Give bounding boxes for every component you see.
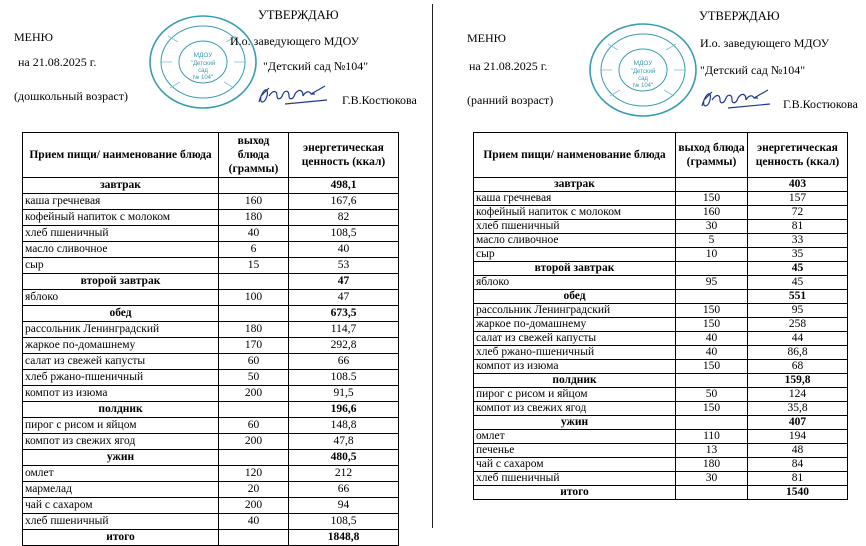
dish-weight: 150	[676, 192, 748, 206]
svg-text:сад: сад	[638, 76, 648, 82]
dish-row	[474, 276, 848, 290]
dish-energy: 81	[748, 472, 848, 486]
dish-weight: 40	[219, 514, 289, 530]
dish-row	[474, 192, 848, 206]
meal-section-row	[474, 416, 848, 430]
dish-energy: 108.5	[289, 370, 399, 386]
dish-row	[474, 388, 848, 402]
stamp-seal-icon	[148, 14, 258, 110]
dish-weight	[219, 274, 289, 290]
dish-energy: 94	[289, 498, 399, 514]
dish-row	[474, 318, 848, 332]
dish-weight	[219, 178, 289, 194]
dish-name: печенье	[474, 444, 676, 458]
dish-name: масло сливочное	[474, 234, 676, 248]
dish-row	[23, 418, 399, 434]
dish-energy: 148,8	[289, 418, 399, 434]
dish-energy: 82	[289, 210, 399, 226]
dish-row	[23, 466, 399, 482]
menu-page-preschool	[0, 0, 433, 543]
dish-energy: 53	[289, 258, 399, 274]
position-label: И.о. заведующего МДОУ	[230, 34, 360, 48]
dish-energy: 33	[748, 234, 848, 248]
dish-row	[23, 354, 399, 370]
dish-row	[474, 248, 848, 262]
dish-weight: 150	[676, 402, 748, 416]
header-meal: Прием пищи/ наименование блюда	[23, 133, 219, 178]
menu-date: на 21.08.2025 г.	[469, 59, 548, 73]
dish-weight: 50	[676, 388, 748, 402]
dish-name: компот из свежих ягод	[23, 434, 219, 450]
dish-weight	[219, 306, 289, 322]
dish-name: завтрак	[474, 178, 676, 192]
dish-weight: 180	[219, 322, 289, 338]
svg-text:№ 104": № 104"	[192, 75, 214, 81]
dish-row	[23, 386, 399, 402]
dish-row	[23, 226, 399, 242]
dish-weight	[676, 262, 748, 276]
dish-weight: 13	[676, 444, 748, 458]
dish-name: жаркое по-домашнему	[23, 338, 219, 354]
total-row	[474, 486, 848, 500]
dish-name: хлеб пшеничный	[474, 472, 676, 486]
age-group: (дошкольный возраст)	[14, 89, 128, 103]
dish-energy: 35	[748, 248, 848, 262]
dish-energy: 45	[748, 276, 848, 290]
dish-name: каша гречневая	[23, 194, 219, 210]
meal-section-row	[474, 262, 848, 276]
dish-name: салат из свежей капусты	[23, 354, 219, 370]
dish-weight: 200	[219, 498, 289, 514]
dish-weight	[676, 290, 748, 304]
dish-row	[474, 360, 848, 374]
signer-name: Г.В.Костюкова	[783, 97, 858, 111]
dish-energy: 167,6	[289, 194, 399, 210]
dish-name: рассольник Ленинградский	[474, 304, 676, 318]
dish-name: пирог с рисом и яйцом	[474, 388, 676, 402]
dish-row	[23, 434, 399, 450]
dish-energy: 81	[748, 220, 848, 234]
dish-name: мармелад	[23, 482, 219, 498]
dish-weight: 110	[676, 430, 748, 444]
dish-weight: 6	[219, 242, 289, 258]
dish-name: второй завтрак	[474, 262, 676, 276]
signature-icon	[255, 82, 335, 108]
dish-row	[23, 370, 399, 386]
meal-section-row	[474, 290, 848, 304]
menu-table	[22, 132, 399, 546]
dish-energy: 108,5	[289, 514, 399, 530]
dish-row	[474, 332, 848, 346]
dish-energy: 258	[748, 318, 848, 332]
dish-name: масло сливочное	[23, 242, 219, 258]
dish-row	[23, 290, 399, 306]
dish-energy: 403	[748, 178, 848, 192]
dish-energy: 45	[748, 262, 848, 276]
dish-energy: 47,8	[289, 434, 399, 450]
dish-name: чай с сахаром	[474, 458, 676, 472]
dish-weight: 160	[676, 206, 748, 220]
dish-energy: 66	[289, 482, 399, 498]
dish-energy: 159,8	[748, 374, 848, 388]
dish-row	[23, 322, 399, 338]
dish-weight	[219, 450, 289, 466]
dish-energy: 44	[748, 332, 848, 346]
approve-label: УТВЕРЖДАЮ	[258, 8, 339, 22]
dish-weight: 40	[676, 346, 748, 360]
dish-weight: 160	[219, 194, 289, 210]
svg-text:"Детский: "Детский	[630, 69, 656, 75]
dish-weight: 50	[219, 370, 289, 386]
dish-row	[23, 498, 399, 514]
dish-row	[23, 514, 399, 530]
dish-weight: 60	[219, 418, 289, 434]
dish-weight: 170	[219, 338, 289, 354]
dish-weight	[676, 416, 748, 430]
dish-energy: 292,8	[289, 338, 399, 354]
signer-name: Г.В.Костюкова	[342, 93, 417, 107]
dish-name: кофейный напиток с молоком	[474, 206, 676, 220]
total-row	[23, 530, 399, 546]
dish-weight	[676, 178, 748, 192]
menu-label: МЕНЮ	[14, 30, 53, 44]
dish-energy: 498,1	[289, 178, 399, 194]
header-weight: выход блюда (граммы)	[676, 133, 748, 178]
dish-energy: 407	[748, 416, 848, 430]
dish-name: омлет	[474, 430, 676, 444]
menu-label: МЕНЮ	[467, 31, 506, 45]
meal-section-row	[23, 402, 399, 418]
dish-weight	[219, 402, 289, 418]
dish-weight: 60	[219, 354, 289, 370]
dish-energy: 86,8	[748, 346, 848, 360]
dish-name: хлеб ржано-пшеничный	[474, 346, 676, 360]
dish-row	[23, 194, 399, 210]
meal-section-row	[23, 178, 399, 194]
dish-weight: 10	[676, 248, 748, 262]
dish-energy: 40	[289, 242, 399, 258]
dish-energy: 84	[748, 458, 848, 472]
dish-row	[23, 338, 399, 354]
svg-text:№ 104": № 104"	[632, 83, 654, 89]
svg-text:МДОУ: МДОУ	[633, 60, 653, 67]
dish-weight: 180	[676, 458, 748, 472]
dish-energy: 35,8	[748, 402, 848, 416]
age-group: (ранний возраст)	[467, 93, 554, 107]
dish-energy: 72	[748, 206, 848, 220]
dish-name: хлеб пшеничный	[23, 226, 219, 242]
dish-name: омлет	[23, 466, 219, 482]
dish-name: обед	[474, 290, 676, 304]
dish-weight: 120	[219, 466, 289, 482]
dish-row	[474, 346, 848, 360]
signature-icon	[698, 86, 778, 112]
dish-name: чай с сахаром	[23, 498, 219, 514]
dish-weight: 40	[219, 226, 289, 242]
dish-weight: 150	[676, 304, 748, 318]
stamp-seal-icon	[588, 22, 698, 118]
dish-energy: 551	[748, 290, 848, 304]
dish-name: сыр	[474, 248, 676, 262]
dish-energy: 47	[289, 274, 399, 290]
dish-weight: 200	[219, 386, 289, 402]
meal-section-row	[23, 274, 399, 290]
institution-label: "Детский сад №104"	[700, 63, 806, 77]
dish-name: итого	[474, 486, 676, 500]
dish-energy: 47	[289, 290, 399, 306]
dish-name: ужин	[474, 416, 676, 430]
dish-weight: 150	[676, 318, 748, 332]
dish-row	[474, 304, 848, 318]
dish-weight: 95	[676, 276, 748, 290]
table-header-row	[474, 133, 848, 178]
dish-energy: 196,6	[289, 402, 399, 418]
meal-section-row	[23, 450, 399, 466]
dish-weight: 180	[219, 210, 289, 226]
dish-energy: 114,7	[289, 322, 399, 338]
dish-row	[23, 242, 399, 258]
dish-energy: 194	[748, 430, 848, 444]
dish-weight	[676, 486, 748, 500]
dish-weight: 200	[219, 434, 289, 450]
dish-name: ужин	[23, 450, 219, 466]
header-weight: выход блюда (граммы)	[219, 133, 289, 178]
meal-section-row	[23, 306, 399, 322]
dish-row	[474, 234, 848, 248]
dish-name: обед	[23, 306, 219, 322]
dish-row	[23, 482, 399, 498]
dish-name: хлеб пшеничный	[23, 514, 219, 530]
menu-table	[473, 132, 848, 500]
dish-energy: 673,5	[289, 306, 399, 322]
dish-row	[474, 402, 848, 416]
dish-name: салат из свежей капусты	[474, 332, 676, 346]
dish-energy: 48	[748, 444, 848, 458]
dish-name: рассольник Ленинградский	[23, 322, 219, 338]
dish-energy: 124	[748, 388, 848, 402]
dish-weight	[219, 530, 289, 546]
dish-weight	[676, 374, 748, 388]
dish-weight: 40	[676, 332, 748, 346]
dish-name: каша гречневая	[474, 192, 676, 206]
svg-text:МДОУ: МДОУ	[193, 52, 213, 59]
dish-weight: 100	[219, 290, 289, 306]
dish-weight: 5	[676, 234, 748, 248]
meal-section-row	[474, 178, 848, 192]
dish-row	[474, 206, 848, 220]
dish-name: компот из изюма	[23, 386, 219, 402]
dish-name: итого	[23, 530, 219, 546]
dish-row	[23, 210, 399, 226]
dish-energy: 91,5	[289, 386, 399, 402]
institution-label: "Детский сад №104"	[263, 59, 369, 73]
header-meal: Прием пищи/ наименование блюда	[474, 133, 676, 178]
dish-row	[474, 444, 848, 458]
dish-name: сыр	[23, 258, 219, 274]
dish-energy: 1848,8	[289, 530, 399, 546]
dish-name: хлеб пшеничный	[474, 220, 676, 234]
dish-weight: 150	[676, 360, 748, 374]
dish-energy: 108,5	[289, 226, 399, 242]
dish-name: яблоко	[23, 290, 219, 306]
dish-row	[474, 458, 848, 472]
dish-name: компот из изюма	[474, 360, 676, 374]
svg-text:сад: сад	[198, 68, 208, 74]
header-energy: энергетическая ценность (ккал)	[748, 133, 848, 178]
dish-row	[474, 220, 848, 234]
dish-energy: 157	[748, 192, 848, 206]
dish-weight: 30	[676, 220, 748, 234]
svg-text:"Детский: "Детский	[190, 61, 216, 67]
dish-name: жаркое по-домашнему	[474, 318, 676, 332]
dish-row	[474, 472, 848, 486]
dish-energy: 66	[289, 354, 399, 370]
dish-name: завтрак	[23, 178, 219, 194]
dish-energy: 1540	[748, 486, 848, 500]
header-energy: энергетическая ценность (ккал)	[289, 133, 399, 178]
dish-name: хлеб ржано-пшеничный	[23, 370, 219, 386]
meal-section-row	[474, 374, 848, 388]
position-label: И.о. заведующего МДОУ	[700, 36, 830, 50]
dish-name: полдник	[23, 402, 219, 418]
dish-name: кофейный напиток с молоком	[23, 210, 219, 226]
dish-weight: 30	[676, 472, 748, 486]
menu-date: на 21.08.2025 г.	[18, 55, 97, 69]
dish-energy: 68	[748, 360, 848, 374]
dish-weight: 20	[219, 482, 289, 498]
dish-row	[23, 258, 399, 274]
table-header-row	[23, 133, 399, 178]
dish-energy: 480,5	[289, 450, 399, 466]
dish-name: компот из свежих ягод	[474, 402, 676, 416]
dish-name: пирог с рисом и яйцом	[23, 418, 219, 434]
approve-label: УТВЕРЖДАЮ	[699, 9, 780, 23]
dish-name: второй завтрак	[23, 274, 219, 290]
dish-weight: 15	[219, 258, 289, 274]
dish-row	[474, 430, 848, 444]
dish-name: яблоко	[474, 276, 676, 290]
dish-energy: 212	[289, 466, 399, 482]
dish-name: полдник	[474, 374, 676, 388]
dish-energy: 95	[748, 304, 848, 318]
